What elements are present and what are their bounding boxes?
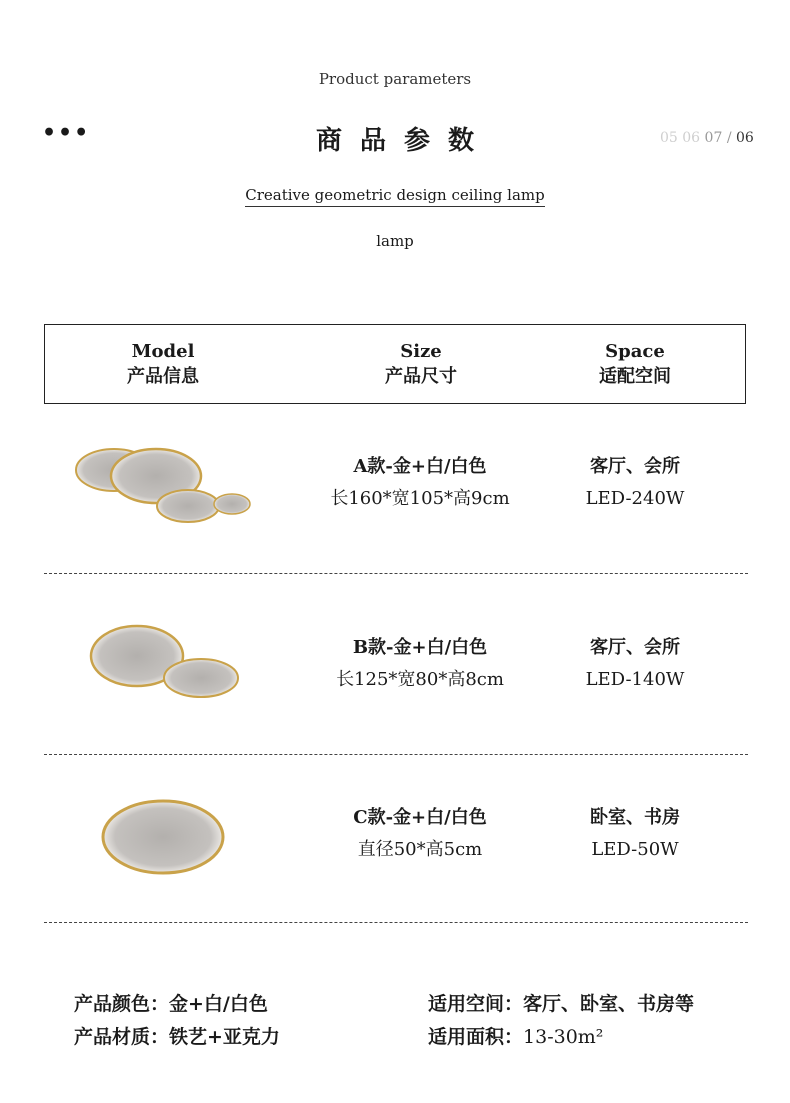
- subtitle-english: Product parameters: [318, 70, 472, 88]
- header-size: [321, 339, 521, 389]
- header-model-en: Model: [131, 341, 195, 362]
- design-title-text: Creative geometric design ceiling lamp: [245, 186, 544, 207]
- design-title: [0, 186, 790, 204]
- row-b-power: LED-140W: [585, 669, 685, 690]
- row-a-dimensions: 长160*宽105*高9cm: [330, 488, 510, 509]
- page-indicator: [660, 130, 754, 146]
- row-a-size: [320, 451, 520, 515]
- row-b-model-label: B款-金+白/白色: [352, 637, 488, 658]
- row-b-space: [545, 632, 725, 696]
- row-divider: [44, 573, 748, 574]
- spec-material: [74, 1021, 280, 1053]
- spec-area-value: 13-30m²: [523, 1026, 604, 1048]
- spec-material-label: 产品材质：: [74, 1026, 170, 1048]
- row-c-space: [545, 802, 725, 866]
- row-a-power: LED-240W: [585, 488, 685, 509]
- lamp-a-image: [70, 440, 260, 530]
- lamp-b-image: [85, 620, 245, 705]
- spec-color: [74, 988, 268, 1020]
- row-b-space-label: 客厅、会所: [590, 637, 680, 658]
- table-header: [44, 324, 746, 404]
- spec-space: [428, 988, 694, 1020]
- row-c-dimensions: 直径50*高5cm: [357, 839, 483, 860]
- spec-material-value: 铁艺+亚克力: [169, 1026, 280, 1048]
- spec-area-label: 适用面积：: [428, 1026, 524, 1048]
- spec-color-value: 金+白/白色: [169, 993, 268, 1015]
- row-b-dimensions: 长125*宽80*高8cm: [336, 669, 504, 690]
- lamp-c-image: [95, 795, 235, 880]
- header-space-en: Space: [605, 341, 665, 362]
- row-a-space: [545, 451, 725, 515]
- row-divider: [44, 922, 748, 923]
- pager-current: 07: [704, 130, 723, 146]
- pager-prev: 05 06: [660, 130, 701, 146]
- row-c-space-label: 卧室、书房: [590, 807, 680, 828]
- row-a-model-label: A款-金+白/白色: [353, 456, 487, 477]
- spec-area: [428, 1021, 603, 1053]
- pager-separator: /: [722, 130, 736, 146]
- spec-space-label: 适用空间：: [428, 993, 524, 1015]
- row-a-space-label: 客厅、会所: [590, 456, 680, 477]
- row-divider: [44, 754, 748, 755]
- row-c-power: LED-50W: [591, 839, 679, 860]
- row-c-size: [320, 802, 520, 866]
- row-c-model-label: C款-金+白/白色: [353, 807, 487, 828]
- page-title: 商品参数: [315, 126, 492, 156]
- pager-total: 06: [736, 130, 754, 146]
- header-model-cn: 产品信息: [127, 366, 199, 387]
- header-space: [535, 339, 735, 389]
- header-size-cn: 产品尺寸: [385, 366, 457, 387]
- spec-color-label: 产品颜色：: [74, 993, 170, 1015]
- header-space-cn: 适配空间: [599, 366, 671, 387]
- row-b-size: [320, 632, 520, 696]
- dots-icon: •••: [42, 120, 91, 146]
- header-model: [63, 339, 263, 389]
- lamp-caption: lamp: [376, 232, 414, 250]
- header-size-en: Size: [400, 341, 442, 362]
- spec-space-value: 客厅、卧室、书房等: [523, 993, 695, 1015]
